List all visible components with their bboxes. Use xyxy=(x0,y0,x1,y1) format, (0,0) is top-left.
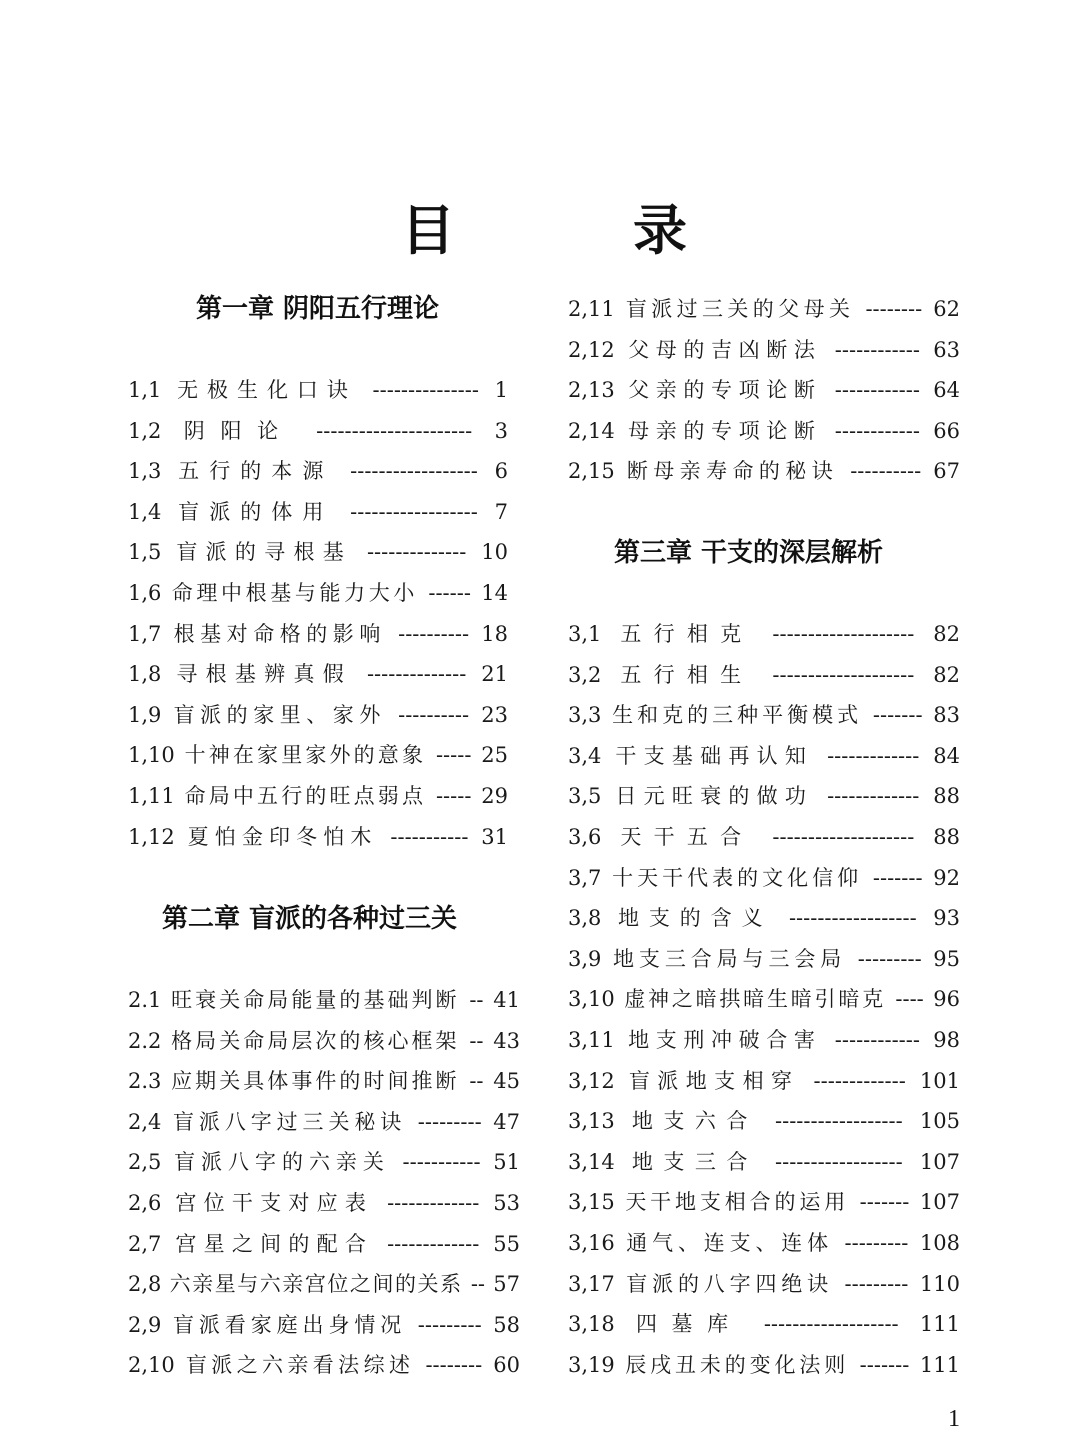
toc-entry-number: 3,16 xyxy=(568,1230,615,1255)
toc-entry[interactable] xyxy=(128,532,508,573)
toc-entry-page: 3 xyxy=(494,418,508,443)
toc-entry[interactable] xyxy=(128,492,508,533)
toc-entry-page: 64 xyxy=(933,378,960,403)
toc-entry-title: 父亲的专项论断 xyxy=(628,378,822,403)
toc-entry[interactable] xyxy=(568,1142,960,1183)
toc-entry-number: 1,10 xyxy=(128,743,175,768)
toc-entry-leader: --------- xyxy=(417,1109,482,1134)
toc-entry-leader: ---------------------- xyxy=(316,418,473,443)
toc-entry-number: 3,12 xyxy=(568,1068,615,1093)
toc-entry-leader: ------- xyxy=(859,1190,910,1215)
toc-entry-number: 2,5 xyxy=(128,1150,162,1175)
toc-entry[interactable] xyxy=(568,1304,960,1345)
toc-entry-page: 21 xyxy=(481,662,508,687)
toc-entry-number: 1,11 xyxy=(128,783,175,808)
toc-entry-number: 3,3 xyxy=(568,703,602,728)
toc-entry-title: 通气、连支、连体 xyxy=(626,1230,833,1255)
toc-entry[interactable] xyxy=(568,979,960,1020)
toc-entry-leader: -- xyxy=(470,1272,486,1297)
toc-entry-number: 3,13 xyxy=(568,1109,615,1134)
toc-entry-page: 29 xyxy=(481,783,508,808)
toc-entry[interactable] xyxy=(568,1182,960,1223)
toc-entry-leader: -- xyxy=(469,1069,484,1094)
toc-entry-title: 生和克的三种平衡模式 xyxy=(612,703,863,728)
toc-entry[interactable] xyxy=(128,1021,520,1062)
toc-entry-page: 23 xyxy=(481,702,508,727)
toc-entry-title: 干支基础再认知 xyxy=(615,743,814,768)
toc-entry-title: 格局关命局层次的核心框架 xyxy=(171,1028,460,1053)
toc-entry-number: 1,9 xyxy=(128,702,162,727)
toc-entry-number: 3,9 xyxy=(568,946,602,971)
toc-entry-title: 地支的含义 xyxy=(617,906,773,931)
toc-entry-leader: ------- xyxy=(859,1352,910,1377)
toc-entry-leader: -------------- xyxy=(366,540,467,565)
toc-entry-number: 2,8 xyxy=(128,1272,162,1297)
toc-entry-title: 命理中根基与能力大小 xyxy=(171,580,419,605)
toc-entry[interactable] xyxy=(128,654,508,695)
toc-entry-page: 14 xyxy=(481,580,508,605)
toc-entry-title: 父母的吉凶断法 xyxy=(628,337,822,362)
toc-entry-title: 盲派八字的六亲关 xyxy=(174,1150,390,1175)
toc-entry-title: 虚神之暗拱暗生暗引暗克 xyxy=(624,987,886,1012)
toc-entry[interactable] xyxy=(128,695,508,736)
toc-entry-page: 58 xyxy=(493,1312,520,1337)
toc-entry-leader: --------- xyxy=(857,946,922,971)
toc-entry[interactable] xyxy=(568,1345,960,1386)
toc-entry[interactable] xyxy=(128,980,520,1021)
toc-entry-page: 101 xyxy=(919,1068,960,1093)
toc-entry-title: 盲派的寻根基 xyxy=(176,540,352,565)
toc-entry-page: 6 xyxy=(494,459,508,484)
toc-entry-title: 断母亲寿命的秘诀 xyxy=(626,459,839,484)
toc-entry-page: 18 xyxy=(481,621,508,646)
toc-entry-page: 7 xyxy=(494,499,508,524)
toc-entry-number: 3,7 xyxy=(568,865,602,890)
toc-entry-number: 2,9 xyxy=(128,1312,162,1337)
toc-entry-number: 2,10 xyxy=(128,1353,175,1378)
toc-entry[interactable] xyxy=(568,614,960,655)
toc-entry-page: 83 xyxy=(933,703,960,728)
chapter-1-heading: 第一章 阴阳五行理论 xyxy=(196,294,440,324)
toc-entry-number: 2.1 xyxy=(128,988,162,1012)
toc-entry[interactable] xyxy=(568,695,960,736)
toc-entry-page: 88 xyxy=(933,824,960,849)
toc-entry-title: 盲派过三关的父母关 xyxy=(625,297,855,321)
chapter-2-toc-continued xyxy=(568,289,960,492)
toc-entry-leader: ------------- xyxy=(387,1231,480,1256)
toc-entry-number: 1,7 xyxy=(128,621,162,646)
toc-entry-leader: ------------- xyxy=(387,1190,480,1215)
toc-entry[interactable] xyxy=(128,1061,520,1102)
toc-entry-leader: --------- xyxy=(844,1271,909,1296)
toc-entry-page: 25 xyxy=(481,743,508,768)
toc-entry-page: 51 xyxy=(493,1150,520,1175)
toc-entry-title: 盲派的八字四绝诀 xyxy=(626,1271,833,1296)
toc-entry-leader: -- xyxy=(469,988,484,1012)
toc-entry-number: 2,13 xyxy=(568,378,615,403)
toc-entry[interactable] xyxy=(128,411,508,452)
toc-entry-page: 60 xyxy=(493,1353,520,1378)
toc-entry-page: 93 xyxy=(933,906,960,931)
toc-entry-number: 2,11 xyxy=(568,297,615,321)
toc-entry[interactable] xyxy=(128,451,508,492)
toc-entry-title: 宫位干支对应表 xyxy=(175,1190,374,1215)
toc-entry-page: 47 xyxy=(493,1109,520,1134)
toc-entry-leader: ------- xyxy=(872,865,923,890)
toc-entry[interactable] xyxy=(128,1264,520,1305)
toc-entry[interactable] xyxy=(128,1305,520,1346)
toc-entry-number: 1,4 xyxy=(128,499,162,524)
toc-entry-title: 十天干代表的文化信仰 xyxy=(612,865,863,890)
toc-entry-page: 108 xyxy=(919,1230,960,1255)
chapter-2-heading: 第二章 盲派的各种过三关 xyxy=(162,904,458,934)
toc-entry-number: 3,19 xyxy=(568,1352,615,1377)
toc-entry-title: 宫星之间的配合 xyxy=(175,1231,374,1256)
toc-entry-leader: ----------- xyxy=(402,1150,481,1175)
toc-entry-leader: ---------- xyxy=(398,621,470,646)
toc-entry-title: 盲派之六亲看法综述 xyxy=(185,1353,415,1378)
toc-entry[interactable] xyxy=(128,1345,520,1386)
toc-entry-page: 82 xyxy=(933,662,960,687)
toc-entry-page: 53 xyxy=(493,1190,520,1215)
toc-entry-number: 1,3 xyxy=(128,459,162,484)
toc-entry-leader: -------- xyxy=(425,1353,483,1378)
toc-entry-page: 66 xyxy=(933,418,960,443)
toc-entry[interactable] xyxy=(128,1224,520,1265)
toc-entry-page: 107 xyxy=(919,1190,960,1215)
toc-entry-page: 111 xyxy=(919,1312,960,1337)
toc-entry-number: 3,11 xyxy=(568,1027,615,1052)
toc-entry-page: 62 xyxy=(933,297,960,321)
toc-entry-number: 3,14 xyxy=(568,1149,615,1174)
toc-entry-title: 十神在家里家外的意象 xyxy=(184,743,427,768)
toc-entry-title: 夏怕金印冬怕木 xyxy=(187,824,378,849)
toc-entry-leader: ------- xyxy=(872,703,923,728)
toc-entry-title: 无极生化口诀 xyxy=(177,378,357,402)
toc-entry-number: 1,1 xyxy=(128,378,162,402)
toc-entry[interactable] xyxy=(128,776,508,817)
toc-entry-leader: --------- xyxy=(417,1312,482,1337)
toc-entry[interactable] xyxy=(568,898,960,939)
toc-entry-page: 92 xyxy=(933,865,960,890)
toc-entry-page: 98 xyxy=(933,1027,960,1052)
toc-entry-page: 1 xyxy=(494,378,508,402)
toc-entry-page: 43 xyxy=(493,1028,520,1053)
toc-entry-title: 天干地支相合的运用 xyxy=(625,1190,850,1215)
toc-entry-page: 96 xyxy=(933,987,960,1012)
toc-entry[interactable] xyxy=(128,735,508,776)
toc-entry-leader: -------- xyxy=(865,297,923,321)
chapter-3-heading: 第三章 干支的深层解析 xyxy=(614,538,884,568)
toc-entry-leader: ----- xyxy=(435,743,472,768)
toc-entry[interactable] xyxy=(128,1183,520,1224)
toc-entry-leader: -------------------- xyxy=(772,622,915,646)
toc-entry-number: 3,5 xyxy=(568,784,602,809)
toc-entry[interactable] xyxy=(568,817,960,858)
toc-entry[interactable] xyxy=(568,1101,960,1142)
toc-entry[interactable] xyxy=(128,817,508,858)
toc-entry-page: 55 xyxy=(493,1231,520,1256)
toc-entry-leader: ------------- xyxy=(813,1068,906,1093)
toc-entry[interactable] xyxy=(568,330,960,371)
toc-entry-title: 地支六合 xyxy=(631,1109,758,1134)
toc-entry-number: 3,4 xyxy=(568,743,602,768)
toc-entry-title: 旺衰关命局能量的基础判断 xyxy=(171,988,460,1012)
toc-entry-leader: ---- xyxy=(895,987,924,1012)
toc-entry-page: 31 xyxy=(481,824,508,849)
toc-entry-title: 地支刑冲破合害 xyxy=(628,1027,822,1052)
toc-entry[interactable] xyxy=(568,736,960,777)
toc-entry-leader: ------------------ xyxy=(788,906,917,931)
toc-entry-leader: ------------ xyxy=(834,337,920,362)
toc-entry[interactable] xyxy=(568,776,960,817)
toc-entry-title: 六亲星与六亲宫位之间的关系 xyxy=(169,1272,463,1297)
toc-entry-leader: ------------------ xyxy=(775,1109,903,1134)
toc-entry-number: 3,2 xyxy=(568,662,602,687)
toc-entry-leader: ----------- xyxy=(390,824,469,849)
toc-entry[interactable] xyxy=(568,1264,960,1305)
toc-entry-page: 82 xyxy=(933,622,960,646)
toc-entry-leader: ------------------ xyxy=(775,1149,903,1174)
toc-entry-leader: ------------------ xyxy=(350,459,478,484)
toc-entry-title: 盲派的家里、家外 xyxy=(173,702,386,727)
toc-entry-title: 阴阳论 xyxy=(183,418,294,443)
toc-entry-page: 45 xyxy=(493,1069,520,1094)
toc-entry-page: 105 xyxy=(919,1109,960,1134)
page-number: 1 xyxy=(948,1406,960,1432)
toc-entry-title: 五行相生 xyxy=(620,662,754,687)
toc-entry[interactable] xyxy=(128,370,508,411)
toc-entry-title: 盲派八字过三关秘诀 xyxy=(173,1109,407,1134)
toc-entry-title: 根基对命格的影响 xyxy=(173,621,386,646)
toc-entry-number: 1,5 xyxy=(128,540,162,565)
toc-entry-number: 1,6 xyxy=(128,580,162,605)
toc-entry-leader: ------------------ xyxy=(350,499,478,524)
toc-entry-leader: ---------- xyxy=(398,702,470,727)
page-title: 目 录 xyxy=(401,199,749,262)
toc-entry-leader: --------------- xyxy=(372,378,479,402)
chapter-1-toc xyxy=(128,370,508,857)
toc-entry-page: 67 xyxy=(933,459,960,484)
toc-entry-page: 110 xyxy=(919,1271,960,1296)
toc-entry-number: 3,15 xyxy=(568,1190,615,1215)
toc-entry[interactable] xyxy=(568,1223,960,1264)
toc-entry-title: 地支三合局与三会局 xyxy=(613,946,847,971)
toc-entry-number: 2,7 xyxy=(128,1231,162,1256)
toc-entry-title: 寻根基辨真假 xyxy=(176,662,352,687)
toc-entry-number: 2,4 xyxy=(128,1109,162,1134)
toc-entry-page: 63 xyxy=(933,337,960,362)
toc-entry[interactable] xyxy=(568,655,960,696)
toc-entry-number: 1,12 xyxy=(128,824,175,849)
toc-entry-title: 命局中五行的旺点弱点 xyxy=(184,783,427,808)
toc-entry-number: 2,15 xyxy=(568,459,615,484)
toc-entry-title: 天干五合 xyxy=(620,824,754,849)
toc-entry[interactable] xyxy=(568,411,960,452)
chapter-2-toc xyxy=(128,980,520,1386)
toc-entry-leader: -- xyxy=(469,1028,484,1053)
toc-entry-number: 2,14 xyxy=(568,418,615,443)
toc-entry-leader: -------------------- xyxy=(772,824,915,849)
toc-entry-leader: --------- xyxy=(844,1230,909,1255)
toc-entry-page: 84 xyxy=(933,743,960,768)
toc-entry-title: 五行相克 xyxy=(620,622,754,646)
toc-entry[interactable] xyxy=(128,573,508,614)
toc-entry-number: 2,12 xyxy=(568,337,615,362)
toc-entry-page: 88 xyxy=(933,784,960,809)
toc-entry-page: 57 xyxy=(493,1272,520,1297)
toc-entry[interactable] xyxy=(128,1102,520,1143)
toc-entry-leader: ------------- xyxy=(827,743,920,768)
toc-entry-title: 应期关具体事件的时间推断 xyxy=(171,1069,460,1094)
toc-entry-leader: ------------- xyxy=(827,784,920,809)
toc-entry-number: 3,17 xyxy=(568,1271,615,1296)
toc-entry-number: 2.3 xyxy=(128,1069,162,1094)
toc-entry-leader: ------------------- xyxy=(763,1312,899,1337)
toc-entry-number: 1,2 xyxy=(128,418,162,443)
toc-entry-leader: ---------- xyxy=(850,459,922,484)
toc-entry-title: 盲派看家庭出身情况 xyxy=(173,1312,407,1337)
toc-entry[interactable] xyxy=(128,614,508,655)
toc-entry[interactable] xyxy=(568,858,960,899)
toc-entry-page: 107 xyxy=(919,1149,960,1174)
toc-entry-number: 2,6 xyxy=(128,1190,162,1215)
toc-entry-number: 3,1 xyxy=(568,622,602,646)
toc-entry-title: 日元旺衰的做功 xyxy=(615,784,814,809)
toc-entry-page: 111 xyxy=(919,1352,960,1377)
toc-entry-number: 1,8 xyxy=(128,662,162,687)
toc-entry-leader: -------------------- xyxy=(772,662,915,687)
toc-entry-leader: ----- xyxy=(435,783,472,808)
toc-entry-leader: ------------ xyxy=(834,1027,920,1052)
toc-entry-title: 母亲的专项论断 xyxy=(628,418,822,443)
toc-entry[interactable] xyxy=(568,1020,960,1061)
toc-entry-title: 辰戌丑未的变化法则 xyxy=(625,1352,850,1377)
toc-entry-page: 41 xyxy=(493,988,520,1012)
toc-entry-number: 3,18 xyxy=(568,1312,615,1337)
toc-entry[interactable] xyxy=(568,1061,960,1102)
toc-entry-title: 地支三合 xyxy=(631,1149,758,1174)
toc-entry-title: 盲派的体用 xyxy=(178,499,334,524)
toc-entry-number: 3,8 xyxy=(568,906,602,931)
toc-entry-title: 盲派地支相穿 xyxy=(628,1068,800,1093)
toc-entry-leader: ------------ xyxy=(834,418,920,443)
toc-entry-leader: ------------ xyxy=(834,378,920,403)
toc-entry-leader: -------------- xyxy=(366,662,467,687)
toc-entry[interactable] xyxy=(568,451,960,492)
toc-entry-number: 2.2 xyxy=(128,1028,162,1053)
toc-entry[interactable] xyxy=(568,939,960,980)
toc-entry-title: 四墓库 xyxy=(635,1312,743,1337)
toc-entry-leader: ------ xyxy=(428,580,471,605)
toc-entry[interactable] xyxy=(128,1142,520,1183)
chapter-3-toc xyxy=(568,614,960,1385)
toc-entry[interactable] xyxy=(568,289,960,330)
toc-entry-number: 3,10 xyxy=(568,987,615,1012)
toc-entry-title: 五行的本源 xyxy=(178,459,334,484)
toc-entry-page: 95 xyxy=(933,946,960,971)
toc-entry[interactable] xyxy=(568,370,960,411)
toc-entry-number: 3,6 xyxy=(568,824,602,849)
toc-entry-page: 10 xyxy=(481,540,508,565)
